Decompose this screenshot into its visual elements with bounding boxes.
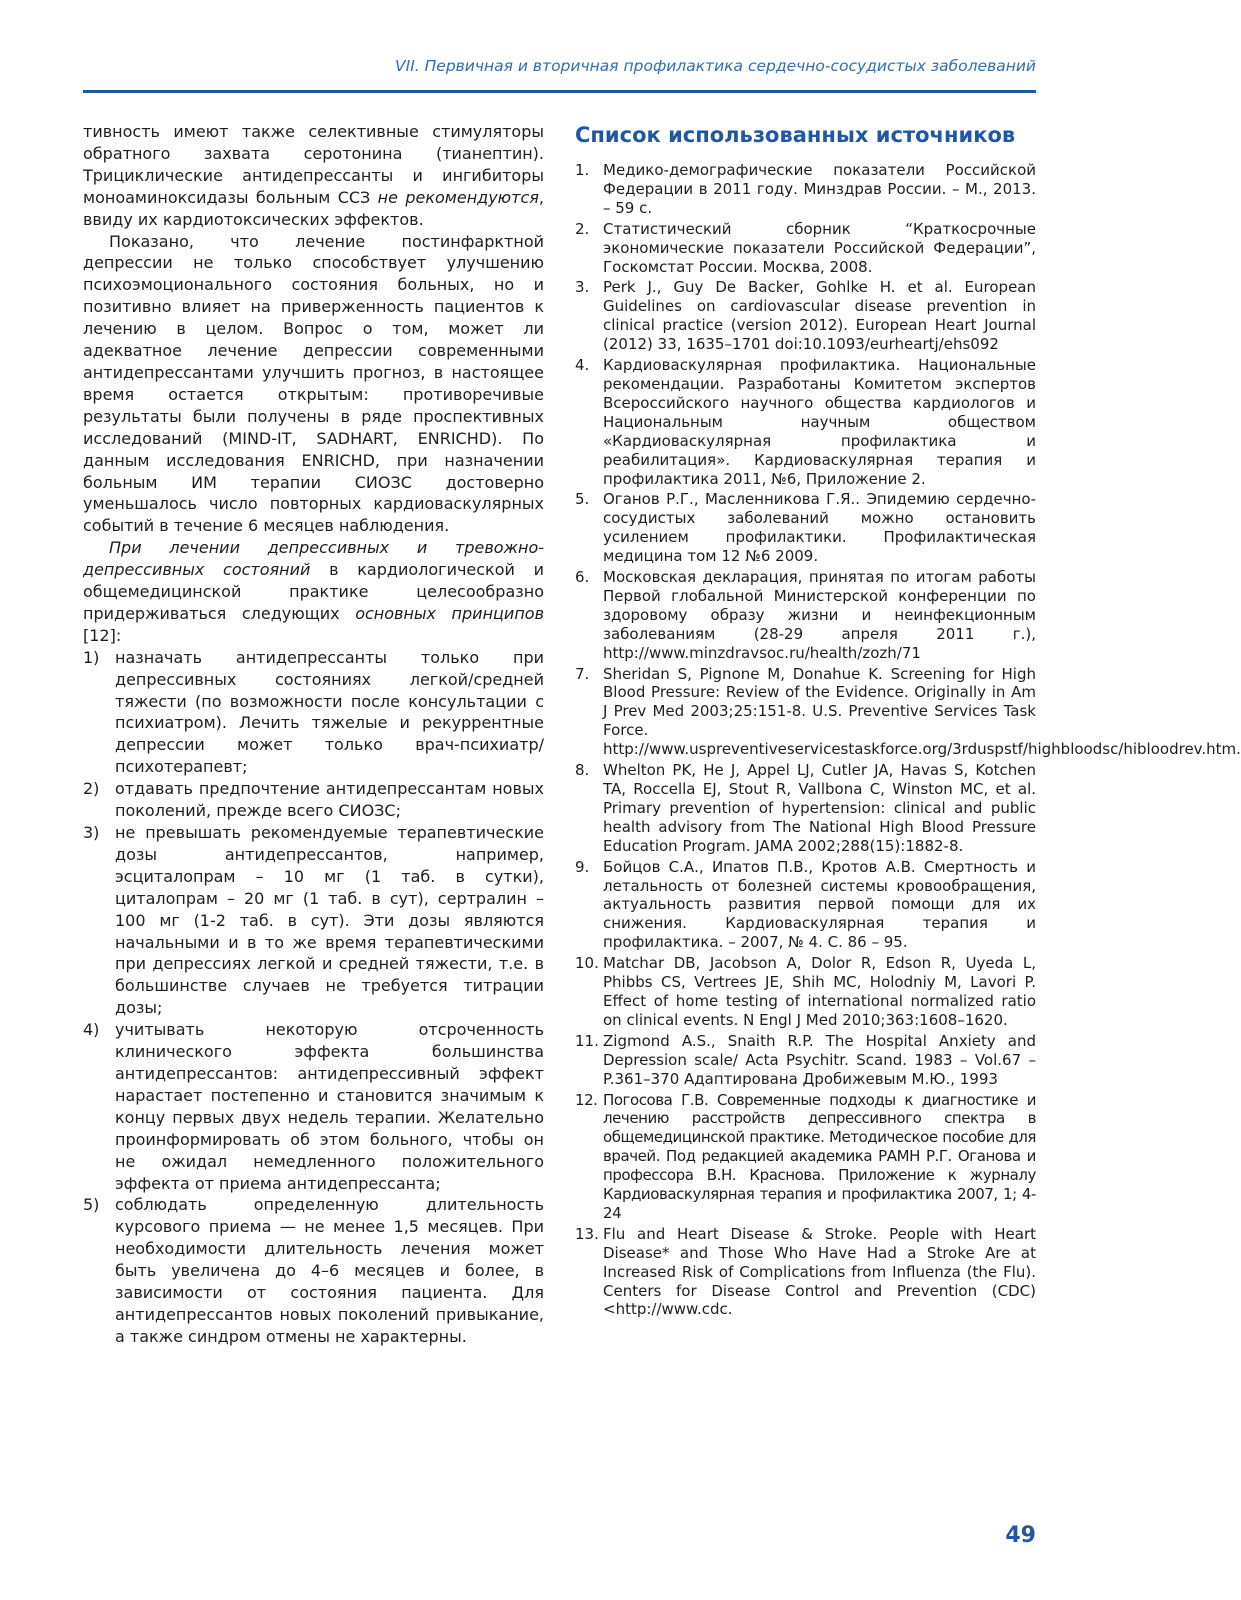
reference-text: Perk J., Guy De Backer, Gohlke H. et al. European Guidelines on cardiovascular disease prevention in clinical practice (version 2012). European Heart Journal (2012) 33, 1635–1701 doi:10.1093/eurheartj/ehs092 [603, 278, 1036, 354]
principle-text: назначать антидепрессанты только при депрессивных состояниях легкой/средней тяжести (по возможности после консультации с психиатром). Лечить тяжелые и рекуррентные депрессии может только врач-психиатр/психотерапевт; [115, 647, 544, 777]
references-column [575, 121, 1241, 1321]
principle-text: соблюдать определенную длительность курсового приема — не менее 1,5 месяцев. При необходимости длительность лечения может быть увеличена до 4–6 месяцев и более, в зависимости от состояния пациента. Для антидепрессантов новых поколений привыкание, а также синдром отмены не характерны. [115, 1195, 544, 1346]
paragraph-3-emphasis-2: основных принципов [355, 603, 544, 623]
reference-number: 6. [575, 568, 590, 587]
reference-item [575, 761, 1036, 856]
reference-text: Flu and Heart Disease & Stroke. People with Heart Disease* and Those Who Have Had a Stroke Are at Increased Risk of Complications from Influenza (the Flu). Centers for Disease Control and Prevention (CDC) <http://www.cdc. [603, 1224, 1036, 1319]
principle-text: отдавать предпочтение антидепрессантам новых поколений, прежде всего СИОЗС; [115, 779, 544, 821]
reference-number: 3. [575, 278, 590, 297]
reference-text: Медико-демографические показатели Российской Федерации в 2011 году. Минздрав России. – М., 2013. – 59 с. [603, 161, 1036, 217]
principle-number: 3) [83, 823, 100, 842]
reference-number: 2. [575, 219, 590, 238]
reference-text: Sheridan S, Pignone M, Donahue K. Screening for High Blood Pressure: Review of the Evidence. Originally in Am J Prev Med 2003;25:151-8. U.S. Preventive Services Task Force. http://www.uspreventiveservicestaskforce.org/3rduspstf/highbloodsc/hibloodrev.htm. [603, 664, 1241, 759]
reference-text: Московская декларация, принятая по итогам работы Первой глобальной Министерской конференции по здоровому образу жизни и неинфекционным заболеваниям (28-29 апреля 2011 г.), http://www.minzdravsoc.ru/health/zozh/71 [603, 568, 1036, 662]
reference-text: Кардиоваскулярная профилактика. Национальные рекомендации. Разработаны Комитетом экспертов Всероссийского научного общества кардиологов и Национальным научным обществом «Кардиоваскулярная профилактика и реабилитация». Кардиоваскулярная терапия и профилактика 2011, №6, Приложение 2. [603, 356, 1036, 488]
reference-item [575, 161, 1036, 218]
reference-number: 10. [575, 954, 599, 973]
reference-item [575, 1091, 1036, 1223]
reference-number: 12. [575, 1090, 598, 1109]
paragraph-1-text-a: тивность имеют также селективные стимуляторы обратного захвата серотонина (тианептин). Трициклические антидепрессанты и ингибиторы моноаминоксидазы больным ССЗ [83, 122, 544, 207]
header-rule [83, 90, 1036, 93]
reference-text: Zigmond A.S., Snaith R.P. The Hospital Anxiety and Depression scale/ Acta Psychitr. Scand. 1983 – Vol.67 – P.361–370 Адаптирована Дробижевым М.Ю., 1993 [603, 1031, 1036, 1088]
body-column-left [83, 121, 544, 1348]
principle-item [83, 1019, 544, 1194]
reference-number: 13. [575, 1224, 599, 1243]
reference-text: Бойцов С.А., Ипатов П.В., Кротов А.В. Смертность и летальность от болезней системы кровообращения, актуальность развития первой помощи для их снижения. Кардиоваскулярная терапия и профилактика. – 2007, № 4. С. 86 – 95. [603, 857, 1036, 952]
principle-number: 1) [83, 647, 100, 667]
principles-list [83, 647, 544, 1348]
reference-text: Matchar DB, Jacobson A, Dolor R, Edson R, Uyeda L, Phibbs CS, Vertrees JE, Shih MC, Holodniy M, Lavori P. Effect of home testing of international normalized ratio on clinical events. N Engl J Med 2010;363:1608–1620. [603, 954, 1036, 1029]
principle-number: 4) [83, 1020, 100, 1040]
reference-item [575, 568, 1036, 663]
reference-text: Статистический сборник “Краткосрочные экономические показатели Российской Федерации”, Госкомстат России. Москва, 2008. [603, 219, 1036, 276]
principle-text: учитывать некоторую отсроченность клинического эффекта большинства антидепрессантов: антидепрессивный эффект нарастает постепенно и становится значимым к концу первых двух недель терапии. Желательно проинформировать об этом больного, чтобы он не ожидал немедленного положительного эффекта от приема антидепрессанта; [115, 1020, 544, 1193]
principle-item [83, 647, 544, 778]
principle-item [83, 822, 544, 1019]
reference-item [575, 1225, 1036, 1320]
reference-number: 4. [575, 356, 590, 375]
paragraph-1-emphasis: не рекомендуются [377, 187, 539, 207]
paragraph-3-emphasis-1: При лечении депрессивных и тревожно-депрессивных состояний [83, 538, 544, 580]
paragraph-3-citation: [12]: [83, 625, 122, 645]
reference-number: 5. [575, 490, 590, 509]
reference-text: Оганов Р.Г., Масленникова Г.Я.. Эпидемию сердечно-сосудистых заболеваний можно остановить усилением профилактики. Профилактическая медицина том 12 №6 2009. [603, 490, 1036, 566]
reference-item [575, 356, 1036, 488]
principle-text: не превышать рекомендуемые терапевтические дозы антидепрессантов, например, эсциталопрам – 10 мг (1 таб. в сутки), циталопрам – 20 мг (1 таб. в сут), сертралин – 100 мг (1-2 таб. в сут). Эти дозы являются начальными и в то же время терапевтическими при депрессиях легкой и средней тяжести, т.е. в большинстве случаев не требуется титрации дозы; [115, 823, 544, 1018]
reference-item [575, 220, 1036, 277]
paragraph-2: Показано, что лечение постинфарктной депрессии не только способствует улучшению психоэмоционального состояния больных, но и позитивно влияет на приверженность пациентов к лечению в целом. Вопрос о том, может ли адекватное лечение депрессии современными антидепрессантами улучшить прогноз, в настоящее время остается открытым: противоречивые результаты были получены в ряде проспективных исследований (MIND-IT, SADHART, ENRICHD). По данным исследования ENRICHD, при назначении больным ИМ терапии СИОЗС достоверно уменьшалось число повторных кардиоваскулярных событий в течение 6 месяцев наблюдения. [83, 231, 544, 536]
principle-number: 5) [83, 1195, 100, 1215]
paragraph-3-text: в кардиологической и общемедицинской практике целесообразно придерживаться следующих [83, 560, 545, 623]
reference-item [575, 664, 1241, 760]
references-list [575, 161, 1241, 1319]
principle-number: 2) [83, 779, 100, 799]
reference-item [575, 278, 1036, 354]
reference-number: 9. [575, 857, 590, 876]
references-heading: Список использованных источников [575, 123, 1016, 147]
reference-number: 7. [575, 664, 590, 683]
principle-item [83, 1194, 544, 1347]
reference-number: 8. [575, 761, 590, 780]
paragraph-1-text-b: , ввиду их кардиотоксических эффектов. [83, 187, 544, 229]
page-number: 49 [1005, 1523, 1036, 1548]
reference-item [575, 490, 1036, 566]
reference-item [575, 954, 1036, 1030]
reference-item [575, 858, 1036, 953]
reference-number: 1. [575, 161, 590, 179]
reference-item [575, 1032, 1036, 1089]
reference-number: 11. [575, 1031, 599, 1050]
running-header: VII. Первичная и вторичная профилактика сердечно-сосудистых заболеваний [395, 57, 1036, 75]
principle-item [83, 778, 544, 822]
paragraph-1 [83, 121, 544, 231]
reference-text: Погосова Г.В. Современные подходы к диагностике и лечению расстройств депрессивного спектра в общемедицинской практике. Методическое пособие для врачей. Под редакцией академика РАМН Р.Г. Оганова и профессора В.Н. Краснова. Приложение к журналу Кардиоваскулярная терапия и профилактика 2007, 1; 4-24 [603, 1090, 1036, 1222]
paragraph-3 [83, 537, 544, 647]
reference-text: Whelton PK, He J, Appel LJ, Cutler JA, Havas S, Kotchen TA, Roccella EJ, Stout R, Vallbona C, Winston MC, et al. Primary prevention of hypertension: clinical and public health advisory from The National High Blood Pressure Education Program. JAMA 2002;288(15):1882-8. [603, 761, 1036, 855]
